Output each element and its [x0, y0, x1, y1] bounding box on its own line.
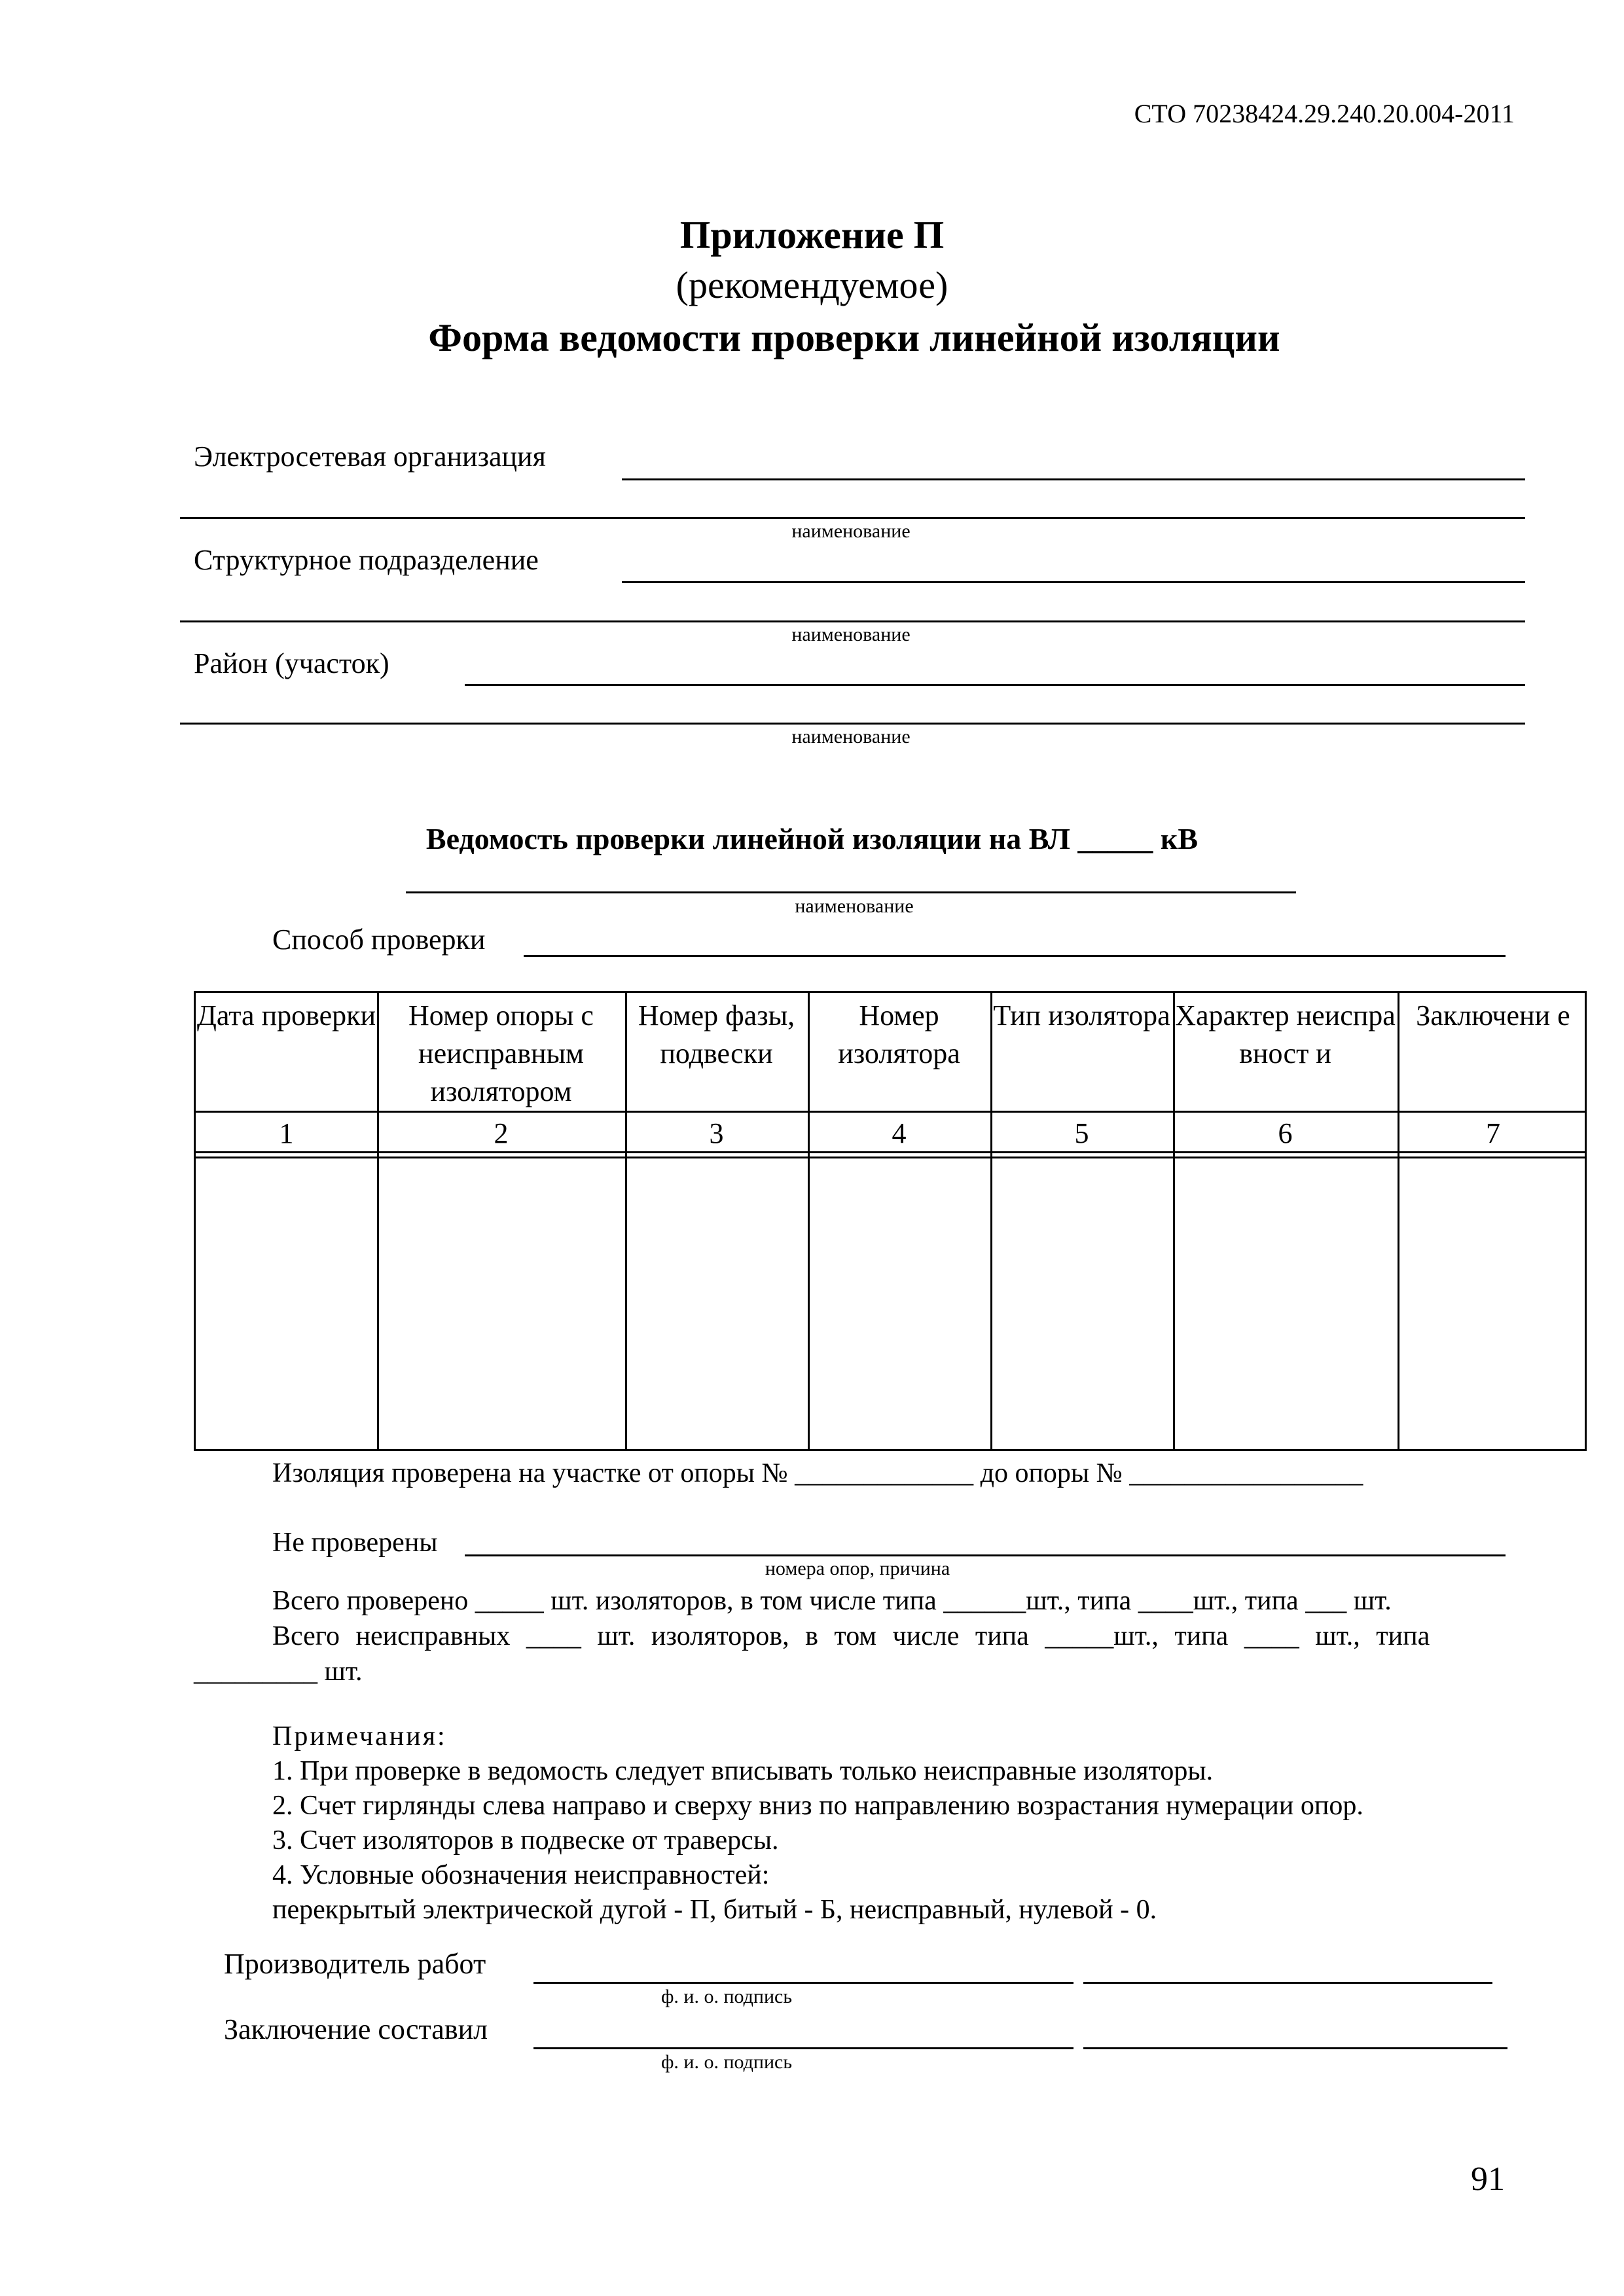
signature-name-line[interactable] — [533, 2047, 1074, 2049]
appendix-note: (рекомендуемое) — [676, 264, 948, 306]
fill-line[interactable] — [622, 581, 1525, 583]
field-caption: номера опор, причина — [765, 1558, 950, 1579]
col-number: 6 — [1278, 1117, 1293, 1149]
col-header-conclusion: Заключени е — [1416, 999, 1570, 1031]
field-caption: наименование — [791, 726, 911, 747]
not-checked-label: Не проверены — [272, 1528, 438, 1558]
col-number: 5 — [1074, 1117, 1089, 1149]
field-caption: наименование — [791, 520, 911, 542]
fill-line[interactable] — [406, 891, 1296, 893]
fill-line[interactable] — [524, 955, 1506, 957]
fill-line[interactable] — [180, 517, 1525, 519]
org-field-label: Электросетевая организация — [194, 440, 546, 473]
signature-label: Производитель работ — [224, 1948, 486, 1980]
appendix-subtitle: Форма ведомости проверки линейной изоляции — [428, 316, 1280, 359]
col-header-date: Дата проверки — [196, 999, 376, 1031]
fill-line[interactable] — [180, 723, 1525, 725]
col-header-phase-number: Номер фазы, подвески — [638, 999, 795, 1069]
note-item: перекрытый электрической дугой - П, битый - Б, неисправный, нулевой - 0. — [272, 1895, 1157, 1925]
document-code: СТО 70238424.29.240.20.004-2011 — [1134, 99, 1515, 128]
inspection-table — [194, 991, 1587, 1451]
signature-sign-line[interactable] — [1083, 2047, 1507, 2049]
total-faulty-text: Всего неисправных ____ шт. изоляторов, в том числе типа _____шт., типа ____ шт., типа — [272, 1621, 1430, 1651]
signature-caption: ф. и. о. подпись — [660, 2051, 793, 2073]
method-label: Способ проверки — [272, 924, 486, 956]
note-item: 1. При проверке в ведомость следует вписывать только неисправные изоляторы. — [272, 1756, 1214, 1786]
org-field-label: Структурное подразделение — [194, 544, 539, 576]
field-caption: наименование — [791, 624, 911, 645]
note-item: 4. Условные обозначения неисправностей: — [272, 1860, 770, 1890]
total-checked-text: Всего проверено _____ шт. изоляторов, в том числе типа ______шт., типа ____шт., типа ___ шт. — [272, 1586, 1392, 1616]
signature-name-line[interactable] — [533, 1982, 1074, 1984]
fill-line[interactable] — [622, 478, 1525, 480]
col-header-fault-character: Характер неисправност и — [1175, 999, 1396, 1069]
fill-line[interactable] — [465, 684, 1525, 686]
col-number: 2 — [494, 1117, 509, 1149]
field-caption: наименование — [795, 895, 914, 917]
fill-line[interactable] — [180, 620, 1525, 622]
col-number: 1 — [279, 1117, 294, 1149]
col-header-pole-number: Номер опоры с неисправным изолятором — [408, 999, 594, 1107]
appendix-title: Приложение П — [679, 213, 945, 257]
col-number: 3 — [709, 1117, 724, 1149]
col-number: 4 — [892, 1117, 907, 1149]
fill-line[interactable] — [465, 1554, 1506, 1556]
statement-title: Ведомость проверки линейной изоляции на ВЛ _____ кВ — [425, 822, 1199, 855]
signature-caption: ф. и. о. подпись — [660, 1986, 793, 2007]
signature-label: Заключение составил — [224, 2013, 488, 2045]
checked-section-text: Изоляция проверена на участке от опоры № _____________ до опоры № _________________ — [272, 1458, 1363, 1488]
col-header-insulator-number: Номер изолятора — [838, 999, 960, 1069]
col-number: 7 — [1486, 1117, 1500, 1149]
signature-sign-line[interactable] — [1083, 1982, 1492, 1984]
notes-heading: Примечания: — [272, 1721, 447, 1751]
col-header-insulator-type: Тип изолятора — [993, 999, 1170, 1031]
note-item: 2. Счет гирлянды слева направо и сверху вниз по направлению возрастания нумерации опор. — [272, 1791, 1363, 1821]
page-number: 91 — [1471, 2161, 1505, 2198]
total-faulty-text-cont: _________ шт. — [194, 1657, 363, 1687]
org-field-label: Район (участок) — [194, 647, 389, 679]
note-item: 3. Счет изоляторов в подвеске от траверсы. — [272, 1825, 779, 1856]
